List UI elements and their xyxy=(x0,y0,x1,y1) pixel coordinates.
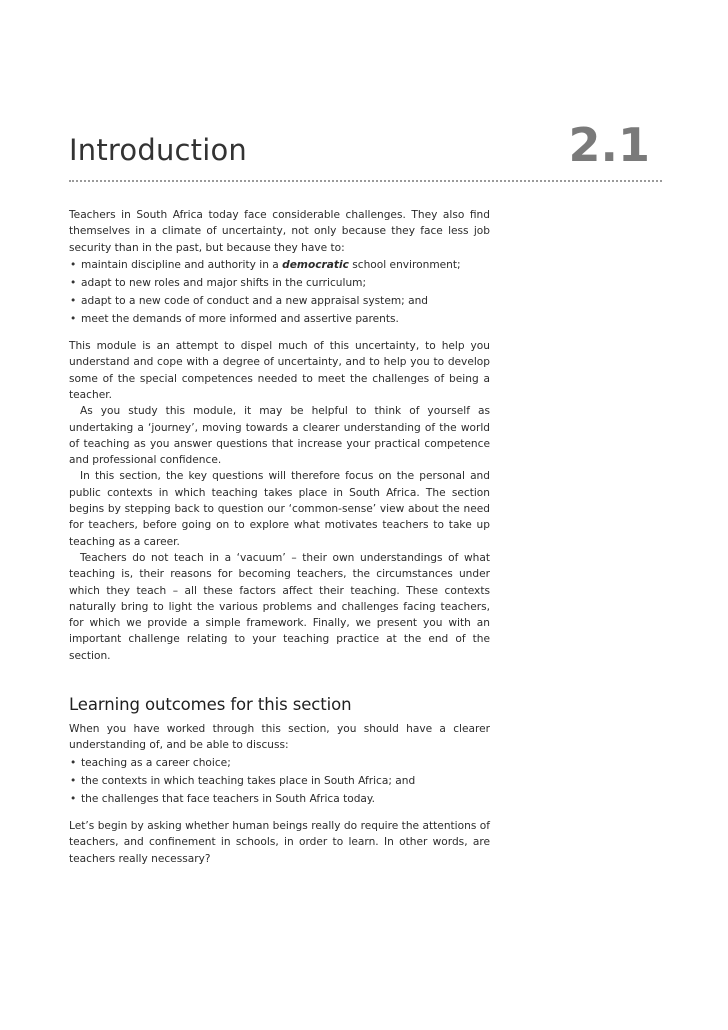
learning-outcomes-heading: Learning outcomes for this section xyxy=(69,695,352,715)
outcomes-intro-paragraph: When you have worked through this section, you should have a clearer understanding of, and be able to discuss: xyxy=(69,723,490,752)
challenges-list xyxy=(69,257,490,327)
list-item: • teaching as a career choice; xyxy=(69,755,490,771)
list-item-text: school environment; xyxy=(348,259,461,272)
list-item: • the challenges that face teachers in South Africa today. xyxy=(69,791,490,807)
outcomes-list xyxy=(69,755,490,807)
module-paragraph: This module is an attempt to dispel much of this uncertainty, to help you understand and cope with a degree of uncertainty, and to help you to develop some of the special competences needed to meet the challenges of being a teacher. xyxy=(69,340,490,401)
list-item: • adapt to new roles and major shifts in the curriculum; xyxy=(69,275,490,291)
intro-paragraph: Teachers in South Africa today face considerable challenges. They also find themselves in a climate of uncertainty, not only because they face less job security than in the past, but because they have to: xyxy=(69,209,490,254)
list-item-text: maintain discipline and authority in a xyxy=(81,259,283,272)
emphasis-text: democratic xyxy=(282,259,349,272)
body-text xyxy=(69,207,490,867)
list-item: • adapt to a new code of conduct and a new appraisal system; and xyxy=(69,293,490,309)
vacuum-paragraph: Teachers do not teach in a ‘vacuum’ – their own understandings of what teaching is, their reasons for becoming teachers, the circumstances under which they teach – all these factors affect their teaching. These contexts naturally bring to light the various problems and challenges facing teachers, for which we provide a simple framework. Finally, we present you with an important challenge relating to your teaching practice at the end of the section. xyxy=(69,551,490,662)
page-title: Introduction xyxy=(69,133,248,167)
key-questions-paragraph: In this section, the key questions will therefore focus on the personal and public contexts in which teaching takes place in South Africa. The section begins by stepping back to question our ‘common-sense’ view about the need for teachers, before going on to explore what motivates teachers to take up teaching as a career. xyxy=(69,470,490,548)
list-item: • the contexts in which teaching takes place in South Africa; and xyxy=(69,773,490,789)
list-item: • meet the demands of more informed and assertive parents. xyxy=(69,311,490,327)
section-number: 2.1 xyxy=(568,118,650,172)
list-item xyxy=(69,257,490,273)
closing-paragraph: Let’s begin by asking whether human beings really do require the attentions of teachers, and confinement in schools, in order to learn. In other words, are teachers really necessary? xyxy=(69,820,490,865)
dotted-divider xyxy=(69,180,662,182)
journey-paragraph: As you study this module, it may be helpful to think of yourself as undertaking a ‘journey’, moving towards a clearer understanding of the world of teaching as you answer questions that increase your practical competence and professional confidence. xyxy=(69,405,490,467)
